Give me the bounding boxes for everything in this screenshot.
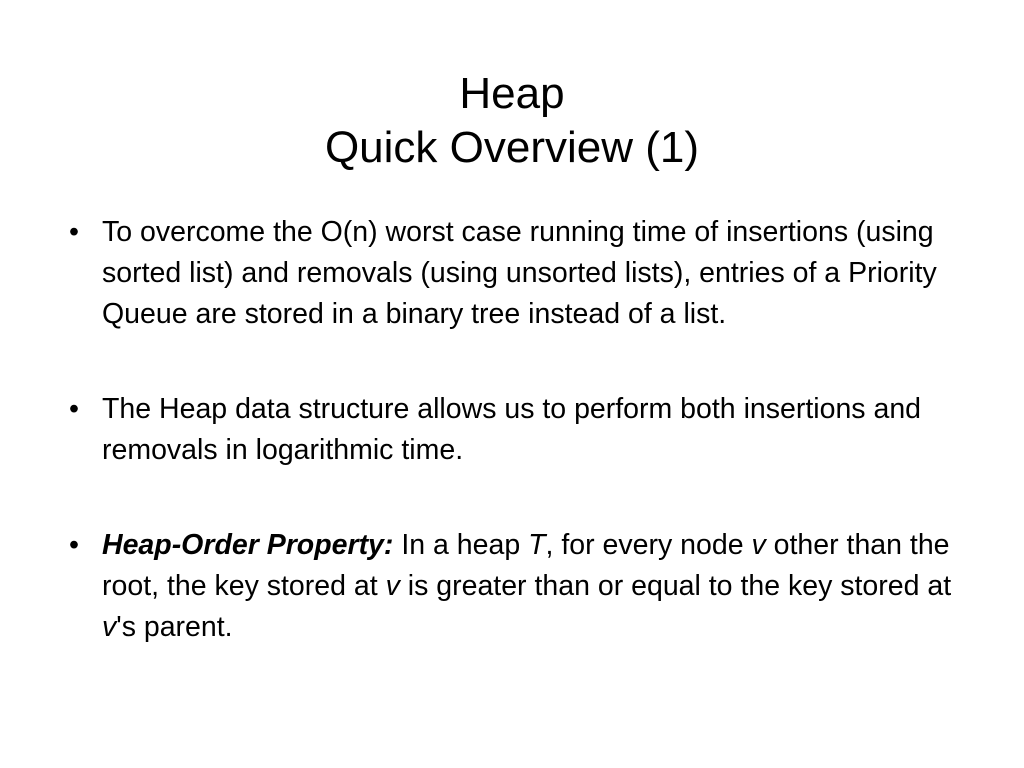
- variable-v: v: [751, 529, 766, 561]
- text-segment: , for every node: [545, 529, 752, 561]
- text-segment: In a heap: [393, 529, 529, 561]
- bullet-icon: •: [69, 393, 79, 425]
- bullet-icon: •: [69, 529, 79, 561]
- variable-v: v: [385, 570, 400, 602]
- bullet-text: The Heap data structure allows us to perform both insertions and removals in logarithmic time.: [102, 393, 922, 466]
- bullet-item: [58, 212, 978, 335]
- bullet-item: [58, 389, 978, 471]
- slide-title: [0, 67, 1024, 175]
- variable-v: v: [102, 611, 117, 643]
- title-line-1: Heap: [459, 69, 565, 119]
- bullet-item: [58, 525, 978, 648]
- text-segment: 's parent.: [116, 611, 233, 643]
- bullet-text: [102, 529, 951, 643]
- bullet-icon: •: [69, 216, 79, 248]
- text-segment: is greater than or equal to the key stored at: [399, 570, 952, 602]
- bullet-text: To overcome the O(n) worst case running time of insertions (using sorted list) and removals (using unsorted lists), entries of a Priority Queue are stored in a binary tree instead of a list.: [102, 216, 937, 330]
- text-segment: other than the root, the key stored at: [102, 529, 950, 602]
- heap-order-term: Heap-Order Property:: [102, 529, 394, 561]
- variable-t: T: [528, 529, 546, 561]
- title-line-2: Quick Overview (1): [324, 123, 700, 173]
- bullet-list: [58, 212, 978, 648]
